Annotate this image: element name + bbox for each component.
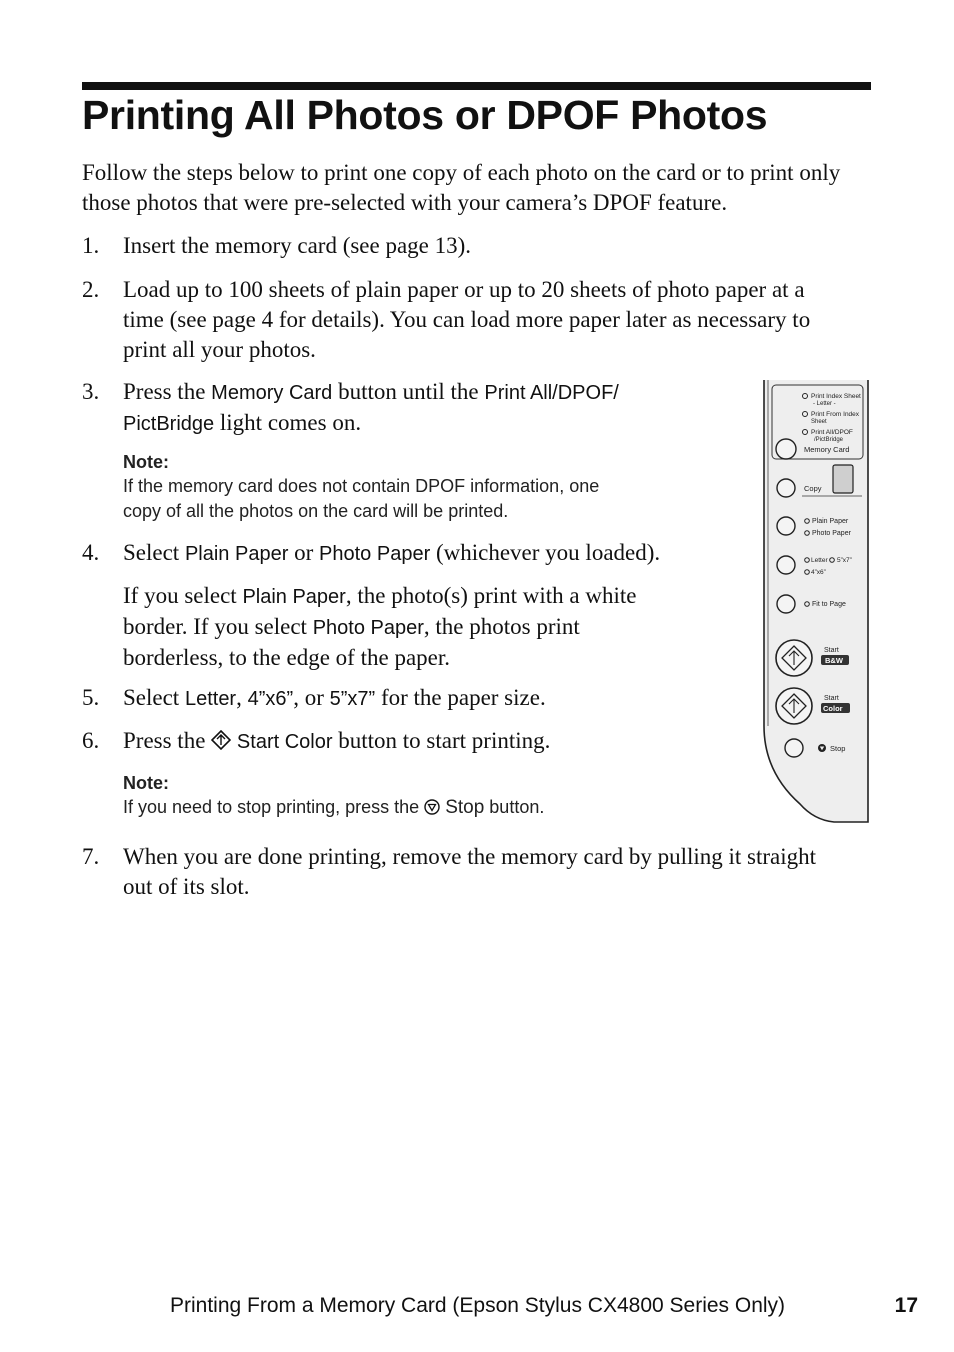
- text: Press the: [123, 379, 212, 404]
- panel-label: Color: [823, 704, 843, 713]
- text: light comes on.: [214, 410, 362, 435]
- step-text: [123, 842, 816, 902]
- step-text: [123, 683, 546, 714]
- start-color-label: Start Color: [236, 731, 333, 753]
- step-number: 4.: [82, 540, 100, 565]
- photo-paper-label: Photo Paper: [319, 543, 431, 565]
- text: Select: [123, 685, 185, 710]
- text: for the paper size.: [375, 685, 546, 710]
- step-line: out of its slot.: [123, 874, 250, 899]
- panel-label: Fit to Page: [812, 601, 846, 608]
- page-title: Printing All Photos or DPOF Photos: [82, 92, 768, 138]
- step-line: time (see page 4 for details). You can load more paper later as necessary to: [123, 307, 811, 332]
- step-line: print all your photos.: [123, 337, 316, 362]
- text: Press the: [123, 728, 212, 753]
- start-diamond-icon: [211, 730, 231, 750]
- panel-label: Print All/DPOF: [811, 429, 853, 436]
- paper-type-button-icon: [777, 517, 795, 535]
- size-5x7-label: 5”x7”: [329, 688, 376, 710]
- copy-button-icon: [777, 479, 795, 497]
- paper-size-button-icon: [777, 556, 795, 574]
- size-4x6-label: 4”x6”: [247, 688, 294, 710]
- plain-paper-label: Plain Paper: [184, 543, 289, 565]
- stop-button-icon: [785, 739, 803, 757]
- letter-label: Letter: [184, 688, 237, 710]
- text: , the photos print: [423, 614, 580, 639]
- panel-label: Start: [824, 695, 839, 702]
- note-heading: Note:: [123, 452, 169, 472]
- panel-label: Copy: [804, 484, 822, 493]
- print-all-label: Print All/DPOF/: [484, 382, 619, 404]
- control-panel-illustration: [762, 380, 872, 826]
- step-number: 1.: [82, 233, 100, 258]
- panel-label: 4”x6”: [811, 569, 826, 576]
- panel-label: Letter: [811, 557, 828, 564]
- step-line: When you are done printing, remove the memory card by pulling it straight: [123, 844, 817, 869]
- text: border. If you select: [123, 614, 313, 639]
- step-line: Load up to 100 sheets of plain paper or up to 20 sheets of photo paper at a: [123, 277, 805, 302]
- stop-label: Stop: [445, 797, 485, 818]
- step-text: [123, 538, 660, 569]
- note-line: If the memory card does not contain DPOF information, one: [123, 476, 600, 496]
- title-rule: [82, 82, 871, 90]
- panel-label: - Letter -: [813, 401, 836, 407]
- panel-label: Sheet: [811, 419, 827, 425]
- text: If you select: [123, 583, 243, 608]
- step-number: 3.: [82, 379, 100, 404]
- note-heading: Note:: [123, 773, 169, 793]
- pictbridge-label: PictBridge: [123, 413, 215, 435]
- fit-to-page-button-icon: [777, 595, 795, 613]
- panel-label: Stop: [830, 744, 846, 753]
- copies-display-icon: [833, 465, 853, 493]
- step-number: 7.: [82, 844, 100, 869]
- panel-label: Photo Paper: [812, 530, 851, 537]
- panel-label: 5”x7”: [837, 557, 852, 564]
- plain-paper-label: Plain Paper: [242, 586, 346, 608]
- stop-icon: [424, 799, 440, 815]
- step-number: 5.: [82, 685, 100, 710]
- note-line: copy of all the photos on the card will be printed.: [123, 501, 509, 521]
- photo-paper-label: Photo Paper: [312, 617, 424, 639]
- text: , the photo(s) print with a white: [345, 583, 637, 608]
- panel-label: Memory Card: [804, 445, 850, 454]
- text: or: [288, 540, 320, 565]
- step-number: 6.: [82, 728, 100, 753]
- footer-title: Printing From a Memory Card (Epson Stylus CX4800 Series Only): [170, 1294, 786, 1317]
- text: Select: [123, 540, 185, 565]
- text: (whichever you loaded).: [430, 540, 661, 565]
- text: button until the: [332, 379, 485, 404]
- note-1: [123, 450, 599, 524]
- intro-paragraph: Follow the steps below to print one copy of each photo on the card or to print only those photos that were pre-selected with your camera’s DPOF feature.: [82, 160, 841, 215]
- text: ,: [236, 685, 248, 710]
- text: borderless, to the edge of the paper.: [123, 645, 450, 670]
- text: button to start printing.: [332, 728, 551, 753]
- panel-label: Plain Paper: [812, 518, 849, 525]
- step-number: 2.: [82, 277, 100, 302]
- panel-label: Start: [824, 647, 839, 654]
- step-text: [123, 726, 550, 757]
- panel-label: /PictBridge: [814, 437, 844, 443]
- panel-label: Print Index Sheet: [811, 393, 861, 400]
- step-text: [123, 377, 619, 439]
- text: , or: [293, 685, 330, 710]
- text: button.: [484, 797, 545, 817]
- memory-card-label: Memory Card: [211, 382, 333, 404]
- step-text: [123, 275, 810, 365]
- step-text: Insert the memory card (see page 13).: [123, 233, 472, 258]
- memory-card-button-icon: [776, 439, 796, 459]
- text: If you need to stop printing, press the: [123, 797, 425, 817]
- page-number: 17: [894, 1294, 918, 1317]
- panel-label: B&W: [825, 656, 843, 665]
- note-2: [123, 771, 544, 820]
- step-4-detail: [123, 581, 683, 673]
- panel-label: Print From Index: [811, 411, 860, 418]
